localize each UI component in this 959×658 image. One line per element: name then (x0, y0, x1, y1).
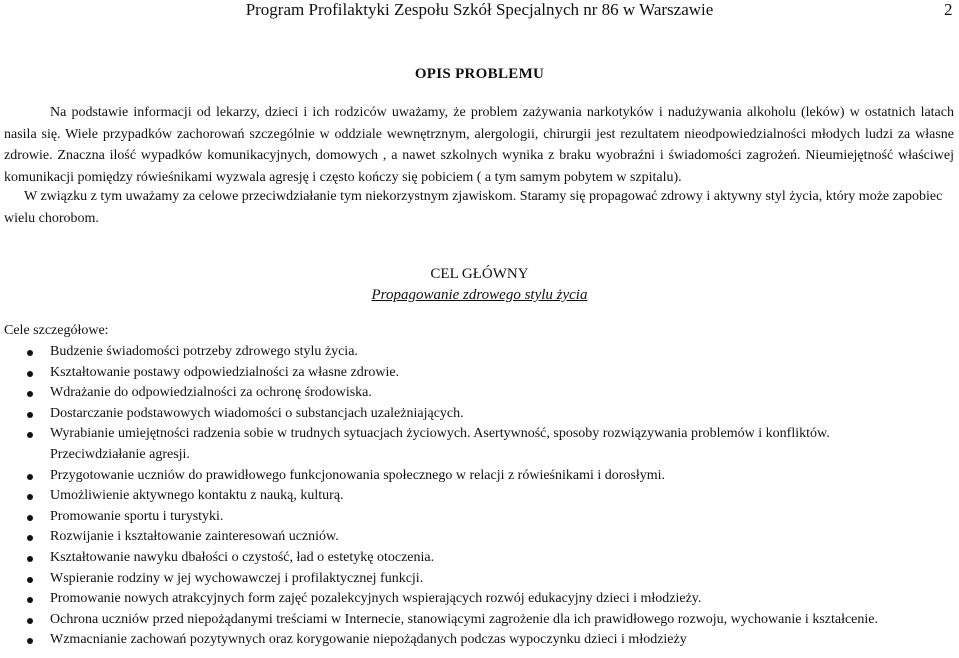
list-item-text: Wdrażanie do odpowiedzialności za ochronę środowiska. (50, 385, 372, 401)
problem-paragraph-1: Na podstawie informacji od lekarzy, dzieci i ich rodziców uważamy, że problem zażywania narkotyków i nadużywania alkoholu (leków) w ostatnich latach nasila się. Wiele przypadków zachorowań szczególnie w oddziale wewnętrznym, alergologii, chirurgii jest rezultatem nieodpowiedzialności młodych ludzi za własne zdrowie. Znaczna ilość wypadków komunikacyjnych, domowych , a nawet szkolnych wynika z braku wyobraźni i świadomości zagrożeń. Nieumiejętność właściwej komunikacji pomiędzy rówieśnikami wyzwala agresję i często kończy się pobiciem ( a tym samym pobytem w szpitalu). (4, 105, 954, 186)
problem-paragraph-2: W związku z tym uważamy za celowe przeciwdziałanie tym niekorzystnym zjawiskom. Staramy się propagować zdrowy i aktywny styl życia, który może zapobiec wielu chorobom. (4, 189, 943, 226)
bullet-icon (27, 494, 33, 500)
list-item-continuation: Przeciwdziałanie agresji. (50, 446, 190, 462)
goal-subtitle: Propagowanie zdrowego stylu życia (371, 287, 588, 303)
bullet-icon (27, 556, 33, 562)
list-item (0, 548, 959, 569)
list-item-text: Przygotowanie uczniów do prawidłowego funkcjonowania społecznego w relacji z rówieśnikami i dorosłymi. (50, 467, 666, 483)
list-item (0, 589, 959, 610)
list-item (0, 630, 959, 651)
list-item (0, 527, 959, 548)
bullet-icon (27, 577, 33, 583)
list-item (0, 342, 959, 363)
list-item-text: Wyrabianie umiejętności radzenia sobie w trudnych sytuacjach życiowych. Asertywność, sposoby rozwiązywania problemów i konfliktów. (50, 426, 830, 442)
goal-heading: CEL GŁÓWNY (430, 266, 529, 282)
bullet-icon (27, 432, 33, 438)
list-item (0, 610, 959, 631)
list-item (0, 383, 959, 404)
list-item-text: Kształtowanie nawyku dbałości o czystość, ład o estetykę otoczenia. (50, 549, 435, 565)
bullet-icon (27, 412, 33, 418)
problem-heading: OPIS PROBLEMU (414, 66, 545, 82)
list-item-text: Umożliwienie aktywnego kontaktu z nauką, kulturą. (50, 488, 344, 504)
bullet-icon (27, 515, 33, 521)
page-number: 2 (944, 0, 953, 19)
list-item-text: Rozwijanie i kształtowanie zainteresowań uczniów. (50, 529, 339, 545)
list-item-text: Kształtowanie postawy odpowiedzialności za własne zdrowie. (50, 364, 400, 380)
list-item-text: Promowanie nowych atrakcyjnych form zajęć pozalekcyjnych wspierających rozwój edukacyjny dzieci i młodzieży. (50, 591, 702, 607)
objectives-label: Cele szczegółowe: (4, 323, 109, 338)
list-item-text: Dostarczanie podstawowych wiadomości o substancjach uzależniających. (50, 405, 464, 421)
bullet-icon (27, 618, 33, 624)
list-item (0, 507, 959, 528)
list-item-text: Ochrona uczniów przed niepożądanymi treściami w Internecie, stanowiącymi zagrożenie dla ich prawidłowego rozwoju, wychowanie i kształcenie. (50, 611, 879, 627)
list-item (0, 486, 959, 507)
list-item (0, 424, 959, 465)
bullet-icon (27, 391, 33, 397)
bullet-icon (27, 638, 33, 644)
list-item-text: Budzenie świadomości potrzeby zdrowego stylu życia. (50, 344, 358, 359)
header-title: Program Profilaktyki Zespołu Szkół Specjalnych nr 86 w Warszawie (245, 0, 714, 19)
list-item-text: Wspieranie rodziny w jej wychowawczej i profilaktycznej funkcji. (50, 570, 424, 586)
bullet-icon (27, 371, 33, 377)
bullet-icon (27, 535, 33, 541)
bullet-icon (27, 597, 33, 603)
bullet-icon (27, 350, 33, 356)
objectives-list (0, 342, 959, 651)
list-item (0, 363, 959, 384)
list-item-text: Wzmacnianie zachowań pozytywnych oraz korygowanie niepożądanych podczas wypoczynku dzieci i młodzieży (50, 632, 687, 648)
list-item-text: Promowanie sportu i turystyki. (50, 508, 224, 524)
list-item (0, 404, 959, 425)
bullet-icon (27, 474, 33, 480)
list-item (0, 569, 959, 590)
list-item (0, 466, 959, 487)
